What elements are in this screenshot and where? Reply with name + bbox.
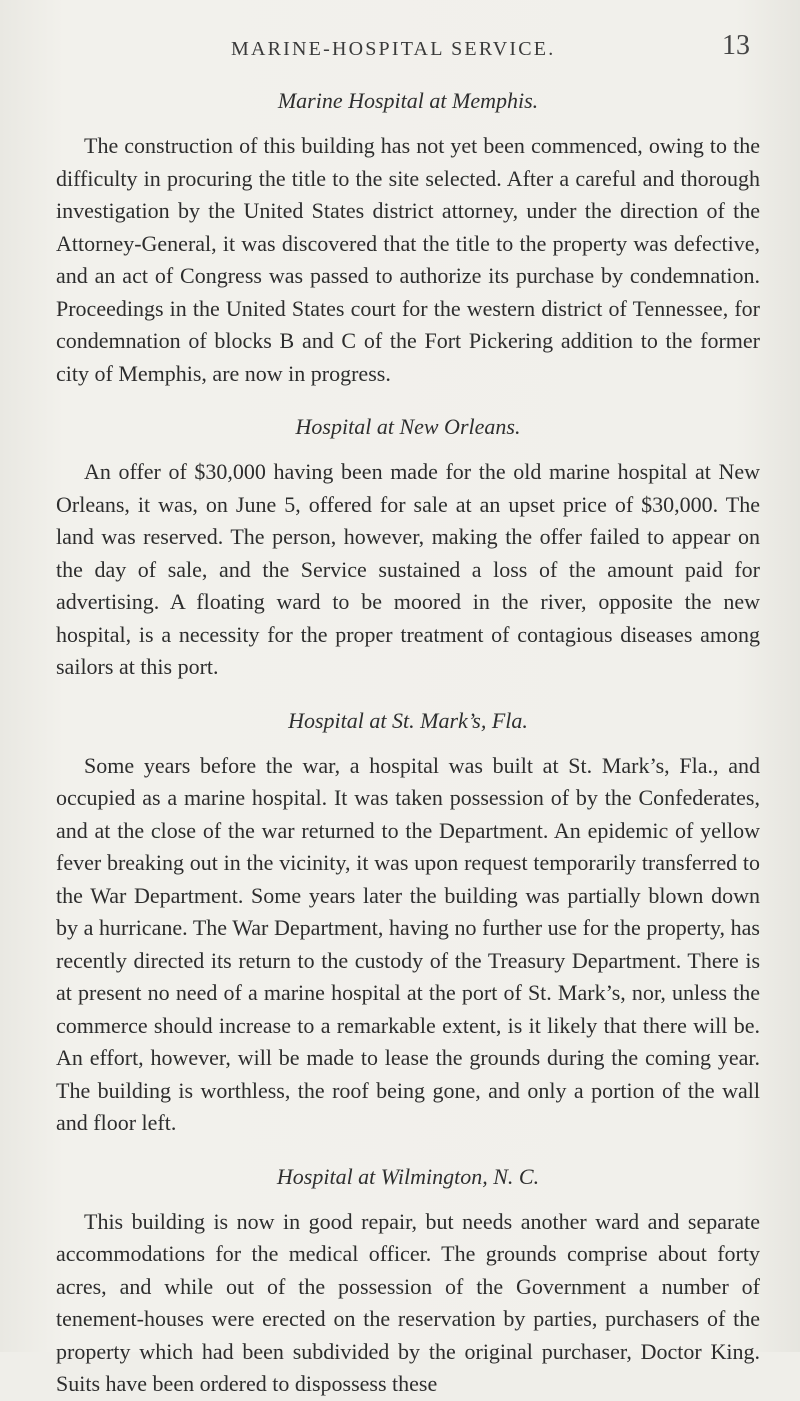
section-st-marks xyxy=(56,708,760,1140)
section-paragraph: The construction of this building has not yet been commenced, owing to the difficulty in procuring the title to the site selected. After a careful and thorough investigation by the United States district attorney, under the direction of the Attorney-General, it was discovered that the title to the property was defective, and an act of Congress was passed to authorize its purchase by condemnation. Proceedings in the United States court for the western district of Tennessee, for condemnation of blocks B and C of the Fort Pickering addition to the former city of Memphis, are now in progress. xyxy=(56,133,760,386)
section-heading: Marine Hospital at Memphis. xyxy=(277,88,539,113)
section-heading: Hospital at Wilmington, N. C. xyxy=(276,1163,540,1189)
section-memphis xyxy=(56,88,760,390)
running-head xyxy=(56,30,760,70)
section-paragraph: An offer of $30,000 having been made for the old marine hospital at New Orleans, it was, on June 5, offered for sale at an upset price of $30,000. The land was reserved. The person, however, making the offer failed to appear on the day of sale, and the Service sustained a loss of the amount paid for advertising. A floating ward to be moored in the river, opposite the new hospital, is a necessity for the proper treatment of contagious diseases among sailors at this port. xyxy=(56,459,760,679)
page-number: 13 xyxy=(722,30,750,61)
section-wilmington xyxy=(56,1164,760,1401)
section-new-orleans xyxy=(56,414,760,684)
section-heading: Hospital at St. Mark’s, Fla. xyxy=(288,707,528,733)
running-title: MARINE-HOSPITAL SERVICE. xyxy=(231,38,556,60)
section-paragraph: This building is now in good repair, but needs another ward and separate accommodations for the medical officer. The grounds comprise about forty acres, and while out of the possession of the Government a number of tenement-houses were erected on the reservation by parties, purchasers of the property which had been subdivided by the original purchaser, Doctor King. Suits have been ordered to dispossess these xyxy=(56,1208,760,1396)
section-heading: Hospital at New Orleans. xyxy=(295,414,521,439)
section-paragraph: Some years before the war, a hospital was built at St. Mark’s, Fla., and occupied as a marine hospital. It was taken possession of by the Confederates, and at the close of the war returned to the Department. An epidemic of yellow fever breaking out in the vicinity, it was upon request temporarily transferred to the War Department. Some years later the building was partially blown down by a hurricane. The War Department, having no further use for the property, has recently directed its return to the custody of the Treasury Department. There is at present no need of a marine hospital at the port of St. Mark’s, nor, unless the commerce should increase to a remarkable extent, is it likely that there will be. An effort, however, will be made to lease the grounds during the coming year. The building is worthless, the roof being gone, and only a portion of the wall and floor left. xyxy=(56,752,760,1135)
